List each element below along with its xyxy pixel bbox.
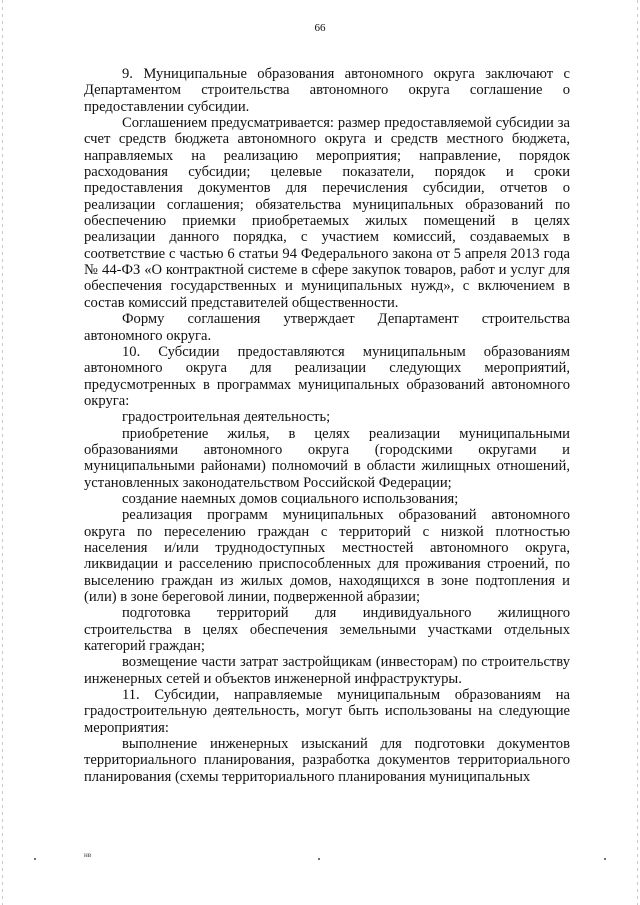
list-item-resettlement: реализация программ муниципальных образований автономного округа по переселению граждан с территорий с низкой плотностью населения и/или труднодоступных местностей автономного округа, ликвидации и расселению приспособленных для проживания строений, по выселению граждан из жилых домов, находящихся в зоне подтопления и (или) в зоне береговой линии, подверженной абразии; — [84, 507, 570, 605]
paragraph-agreement-terms: Соглашением предусматривается: размер предоставляемой субсидии за счет средств бюджета автономного округа и средств местного бюджета, направляемых на реализацию мероприятия; направление, порядок расходования субсидии; целевые показатели, порядок и сроки предоставления документов для перечисления субсидии, отчетов о реализации соглашения; обязательства муниципальных образований по обеспечению приемки приобретаемых жилых помещений в целях реализации данного порядка, с участием комиссий, создаваемых в соответствие с частью 6 статьи 94 Федерального закона от 5 апреля 2013 года № 44-ФЗ «О контрактной системе в сфере закупок товаров, работ и услуг для обеспечения государственных и муниципальных нужд», с включением в состав комиссий представителей общественности. — [84, 115, 570, 311]
list-item-housing-acquisition: приобретение жилья, в целях реализации муниципальными образованиями автономного округа (городскими округами и муниципальными районами) полномочий в области жилищных отношений, установленных законодательством Российской Федерации; — [84, 425, 570, 491]
footer-initials: нв — [84, 851, 92, 859]
list-item-cost-reimbursement: возмещение части затрат застройщикам (инвесторам) по строительству инженерных сетей и объектов инженерной инфраструктуры. — [84, 654, 570, 687]
paragraph-clause-10: 10. Субсидии предоставляются муниципальным образованиям автономного округа для реализации следующих мероприятий, предусмотренных в программах муниципальных образований автономного округа: — [84, 343, 570, 409]
paragraph-clause-9: 9. Муниципальные образования автономного округа заключают с Департаментом строительства автономного округа соглашение о предоставлении субсидии. — [84, 66, 570, 115]
paragraph-agreement-form: Форму соглашения утверждает Департамент строительства автономного округа. — [84, 311, 570, 344]
list-item-urban-planning: градостроительная деятельность; — [122, 409, 331, 426]
list-item-territory-preparation: подготовка территорий для индивидуального жилищного строительства в целях обеспечения земельными участками отдельных категорий граждан; — [84, 605, 570, 655]
document-body — [84, 66, 570, 785]
scan-edge-right — [637, 0, 638, 905]
list-item-rental-houses: создание наемных домов социального использования; — [122, 490, 459, 507]
list-item-engineering-surveys: выполнение инженерных изысканий для подготовки документов территориального планирования, разработка документов территориального планирования (схемы территориального планирования муниципальных — [84, 736, 570, 785]
paragraph-clause-11: 11. Субсидии, направляемые муниципальным образованиям на градостроительную деятельность, могут быть использованы на следующие мероприятия: — [84, 687, 570, 736]
scan-speck — [318, 858, 320, 860]
page-number: 66 — [314, 22, 326, 34]
scan-speck — [34, 858, 36, 860]
scan-edge-left — [2, 0, 3, 905]
scan-speck — [604, 858, 606, 860]
